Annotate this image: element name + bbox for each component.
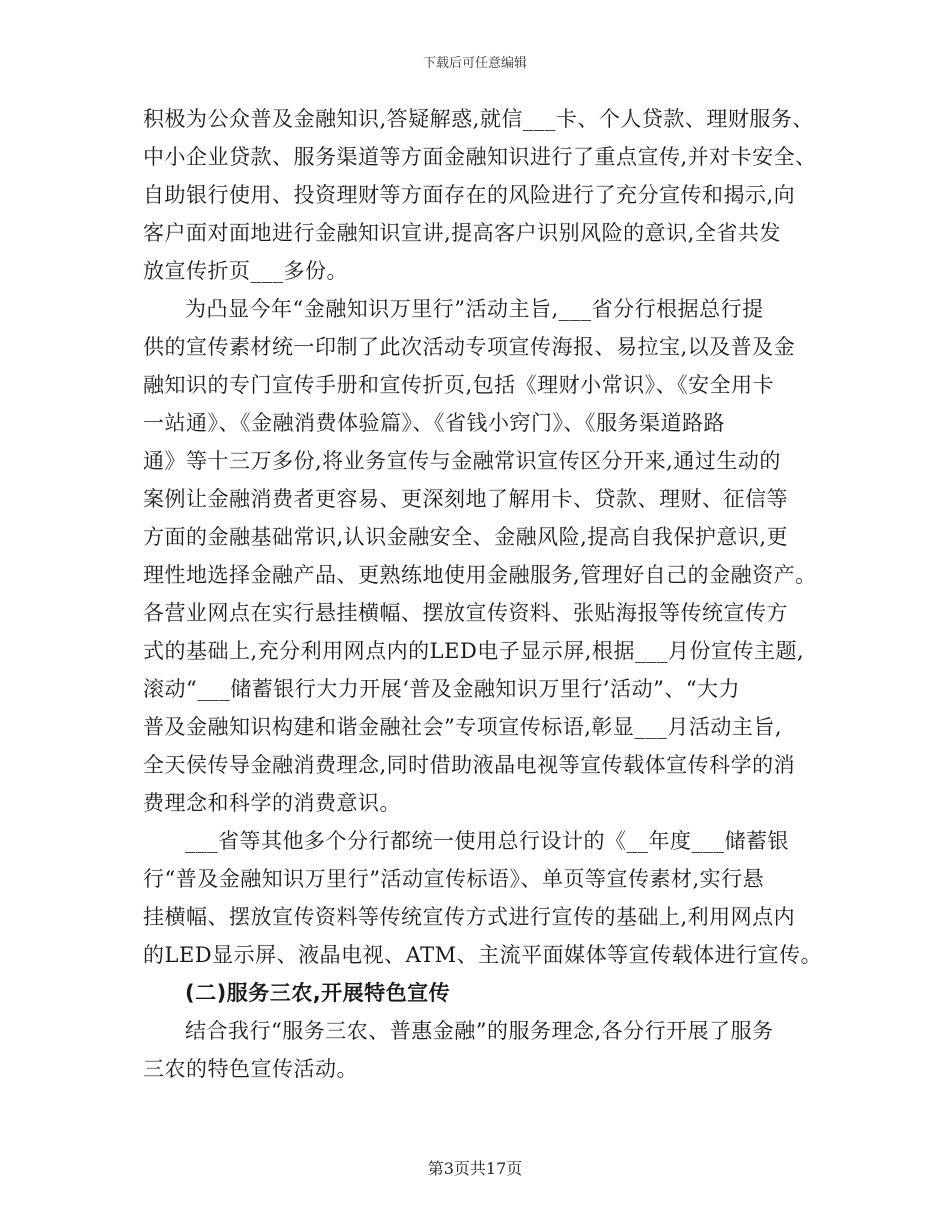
text-line: 客户面对面地进行金融知识宣讲,提高客户识别风险的意识,全省共发 <box>143 221 781 245</box>
text-line: 普及金融知识构建和谐金融社会”专项宣传标语,彰显___月活动主旨, <box>143 715 783 739</box>
text-line: 融知识的专门宣传手册和宣传折页,包括《理财小常识》、《安全用卡 <box>143 373 775 397</box>
paragraph-start-line: ___省等其他多个分行都统一使用总行设计的《__年度___储蓄银 <box>185 829 789 853</box>
text-line: 积极为公众普及金融知识,答疑解惑,就信___卡、个人贷款、理财服务、 <box>143 107 814 131</box>
text-line: 行“普及金融知识万里行”活动宣传标语》、单页等宣传素材,实行悬 <box>143 867 765 891</box>
text-line: 方面的金融基础常识,认识金融安全、金融风险,提高自我保护意识,更 <box>143 525 789 549</box>
section-heading: (二)服务三农,开展特色宣传 <box>185 981 451 1005</box>
paragraph-start-line: 为凸显今年“金融知识万里行”活动主旨,___省分行根据总行提 <box>185 297 764 321</box>
text-line: 全天侯传导金融消费理念,同时借助液晶电视等宣传载体宣传科学的消 <box>143 753 796 777</box>
text-line: 自助银行使用、投资理财等方面存在的风险进行了充分宣传和揭示,向 <box>143 183 796 207</box>
page-header-note: 下载后可任意编辑 <box>422 56 527 71</box>
text-line: 中小企业贷款、服务渠道等方面金融知识进行了重点宣传,并对卡安全、 <box>143 145 817 169</box>
text-line: 供的宣传素材统一印制了此次活动专项宣传海报、易拉宝,以及普及金 <box>143 335 796 359</box>
page-number-footer: 第3页共17页 <box>427 1159 523 1178</box>
text-line: 一站通》、《金融消费体验篇》、《省钱小窍门》、《服务渠道路路 <box>143 411 725 435</box>
text-line: 放宣传折页___多份。 <box>143 259 348 283</box>
text-line: 滚动“___储蓄银行大力开展‘普及金融知识万里行’活动”、“大力 <box>143 677 741 701</box>
text-line: 的LED显示屏、液晶电视、ATM、主流平面媒体等宣传载体进行宣传。 <box>143 943 823 967</box>
text-line: 式的基础上,充分利用网点内的LED电子显示屏,根据___月份宣传主题, <box>143 639 805 663</box>
text-line: 各营业网点在实行悬挂横幅、摆放宣传资料、张贴海报等传统宣传方 <box>143 601 788 625</box>
text-line: 三农的特色宣传活动。 <box>143 1057 358 1081</box>
text-line: 案例让金融消费者更容易、更深刻地了解用卡、贷款、理财、征信等 <box>143 487 788 511</box>
text-line: 挂横幅、摆放宣传资料等传统宣传方式进行宣传的基础上,利用网点内 <box>143 905 796 929</box>
text-line: 通》等十三万多份,将业务宣传与金融常识宣传区分开来,通过生动的 <box>143 449 781 473</box>
text-line: 理性地选择金融产品、更熟练地使用金融服务,管理好自己的金融资产。 <box>143 563 817 587</box>
paragraph-start-line: 结合我行“服务三农、普惠金融”的服务理念,各分行开展了服务 <box>185 1019 774 1043</box>
document-body <box>143 100 823 1088</box>
text-line: 费理念和科学的消费意识。 <box>143 791 401 815</box>
